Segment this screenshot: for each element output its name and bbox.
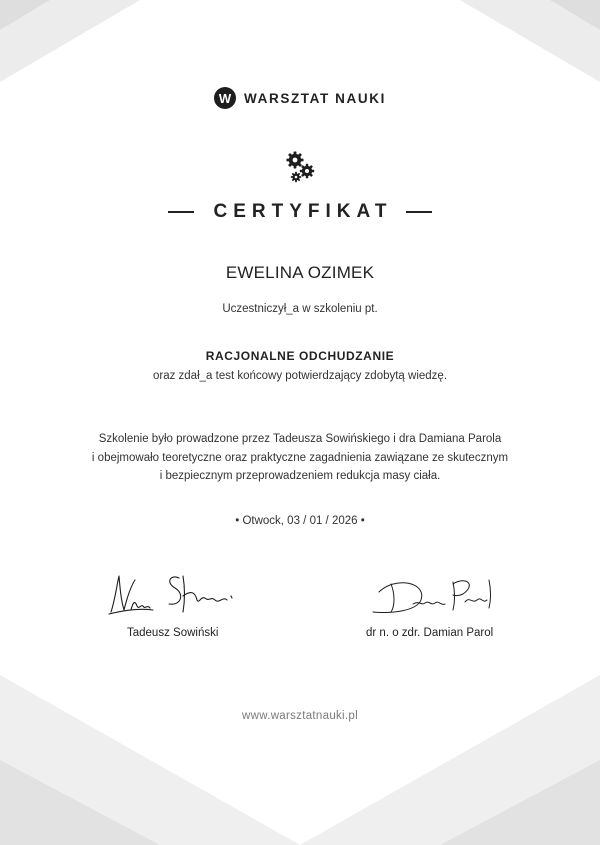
website-link[interactable]: www.warsztatnauki.pl bbox=[242, 710, 358, 722]
title-dash-right bbox=[406, 211, 432, 213]
course-title: RACJONALNE ODCHUDZANIE bbox=[205, 349, 395, 363]
signature-name-right: dr n. o zdr. Damian Parol bbox=[366, 627, 494, 639]
description-line: i obejmowało teoretyczne oraz praktyczne zagadnienia zawiązane ze skutecznym bbox=[91, 451, 509, 464]
signature-name-left: Tadeusz Sowiński bbox=[127, 627, 219, 639]
signature-left bbox=[105, 570, 245, 620]
signature-right bbox=[365, 570, 505, 620]
brand-name: WARSZTAT NAUKI bbox=[244, 90, 386, 106]
brand-logo-icon bbox=[214, 87, 236, 109]
course-description bbox=[0, 430, 600, 486]
description-line: Szkolenie było prowadzone przez Tadeusza Sowińskiego i dra Damiana Parola bbox=[98, 433, 502, 445]
certificate-title-row bbox=[0, 199, 600, 225]
brand-logo-letter: W bbox=[218, 90, 232, 106]
participated-text: Uczestniczył_a w szkoleniu pt. bbox=[222, 303, 378, 315]
recipient-name: EWELINA OZIMEK bbox=[225, 263, 375, 282]
passed-text: oraz zdał_a test końcowy potwierdzający zdobytą wiedzę. bbox=[152, 370, 448, 382]
brand-header bbox=[0, 86, 600, 110]
certificate-title: CERTYFIKAT bbox=[213, 201, 393, 222]
description-line: i bezpiecznym przeprowadzeniem redukcja masy ciała. bbox=[159, 470, 441, 482]
place-date: • Otwock, 03 / 01 / 2026 • bbox=[235, 515, 365, 527]
gears-icon bbox=[284, 150, 318, 184]
title-dash-left bbox=[168, 211, 194, 213]
